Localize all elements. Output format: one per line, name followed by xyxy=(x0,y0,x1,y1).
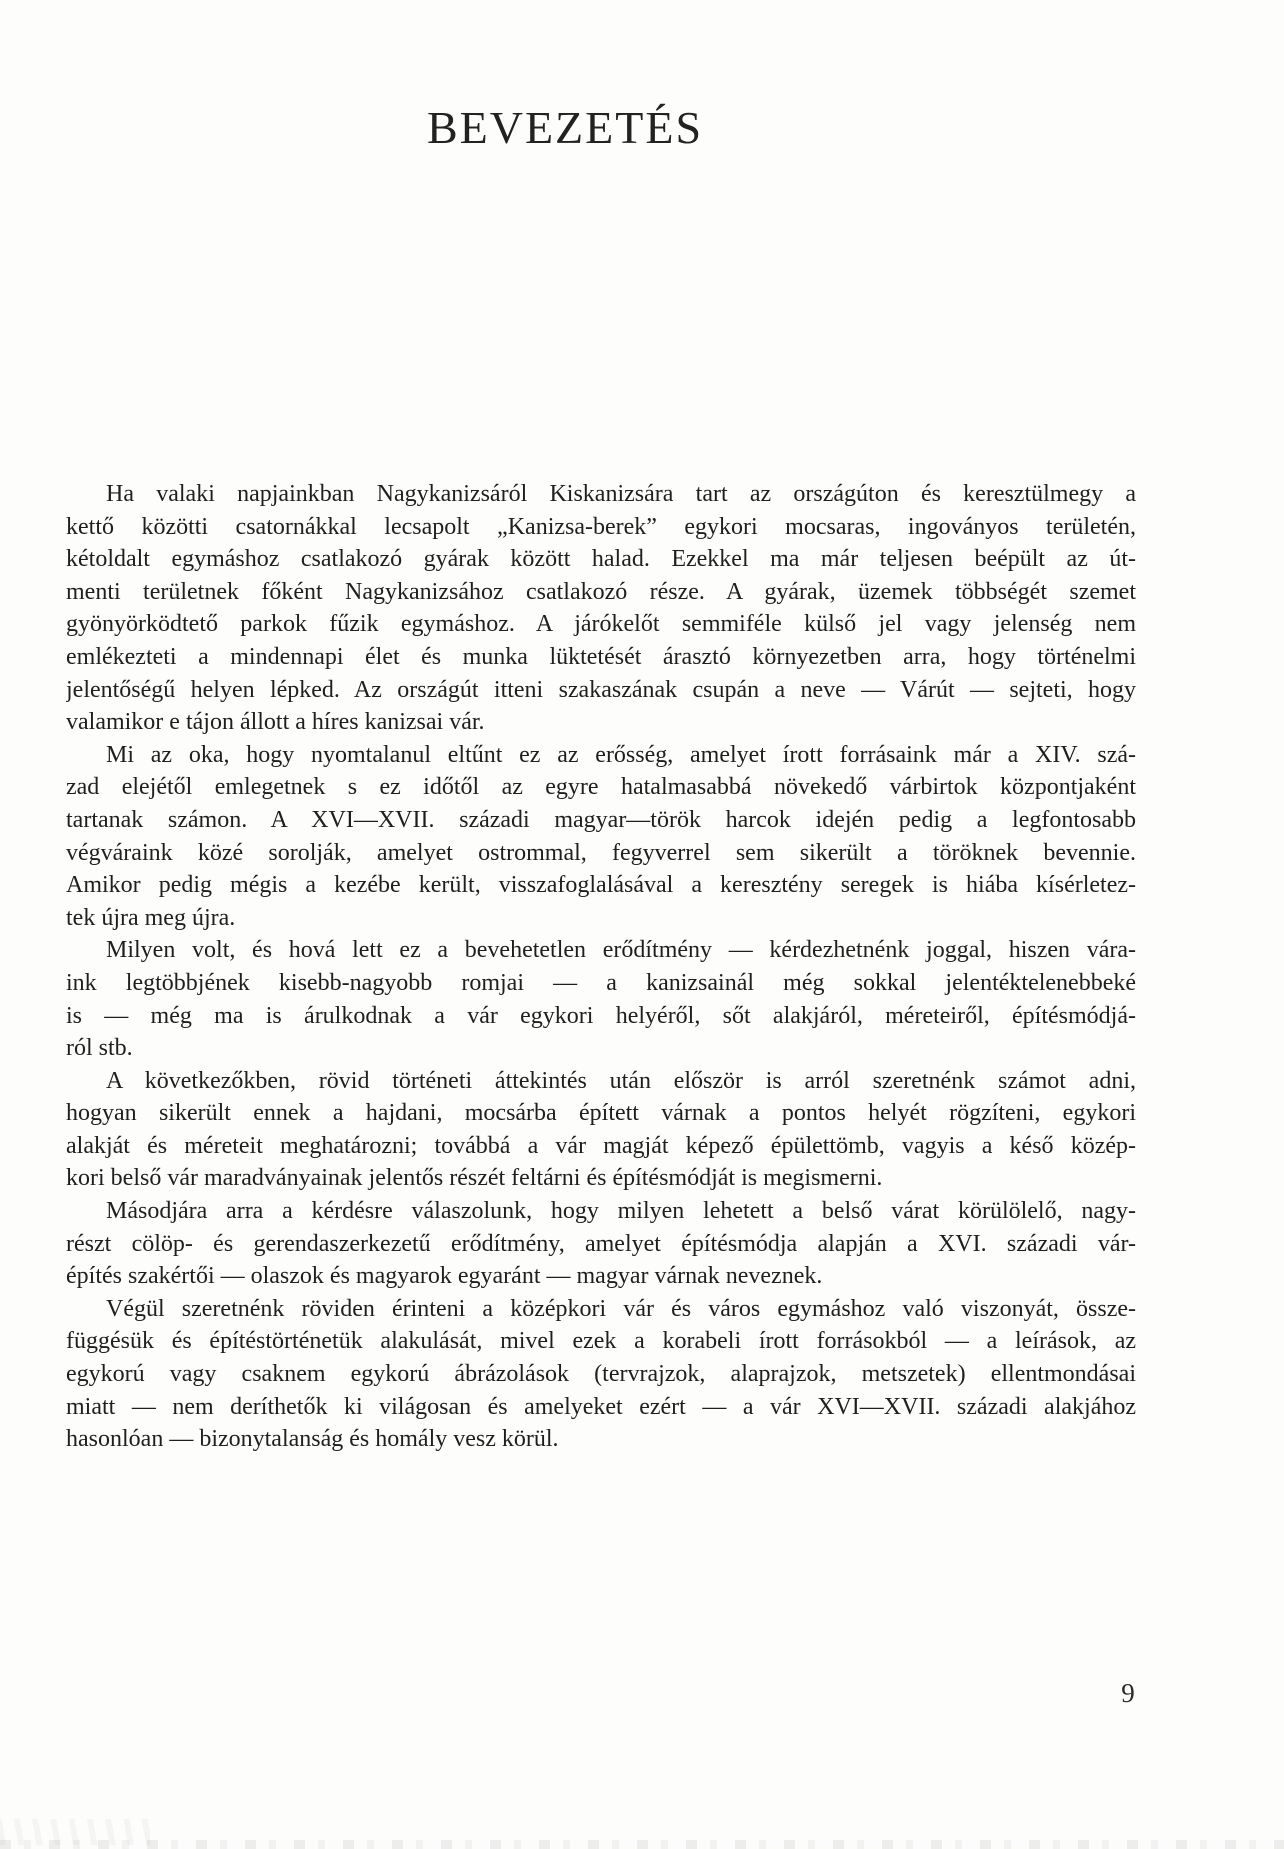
paragraph xyxy=(66,478,1136,739)
text-line: A következőkben, rövid történeti áttekintés után először is arról szeretnénk számot adni, xyxy=(106,1067,1136,1094)
text-line: Másodjára arra a kérdésre válaszolunk, hogy milyen lehetett a belső várat körülölelő, nagy- xyxy=(106,1198,1136,1225)
text-line: tartanak számon. A XVI—XVII. századi magyar—török harcok idején pedig a legfontosabb xyxy=(66,806,1136,833)
text-line: tek újra meg újra. xyxy=(66,904,236,931)
paragraph xyxy=(66,1293,1136,1456)
page-title: BEVEZETÉS xyxy=(426,101,704,153)
text-line: kori belső vár maradványainak jelentős részét feltárni és építésmódját is megismerni. xyxy=(66,1165,883,1192)
text-line: alakját és méreteit meghatározni; továbbá a vár magját képező épülettömb, vagyis a késő közép- xyxy=(66,1132,1136,1159)
page-number: 9 xyxy=(1121,1678,1135,1708)
text-line: végváraink közé sorolják, amelyet ostrommal, fegyverrel sem sikerült a töröknek bevennie. xyxy=(66,839,1136,866)
text-line: Mi az oka, hogy nyomtalanul eltűnt ez az erősség, amelyet írott forrásaink már a XIV. szá- xyxy=(106,741,1136,768)
scan-artifact xyxy=(0,1840,1284,1849)
text-line: valamikor e tájon állott a híres kanizsai vár. xyxy=(66,709,485,736)
text-line: ról stb. xyxy=(66,1035,133,1062)
text-line: részt cölöp- és gerendaszerkezetű erődítmény, amelyet építésmódja alapján a XVI. századi vár- xyxy=(66,1230,1136,1257)
text-line: is — még ma is árulkodnak a vár egykori helyéről, sőt alakjáról, méreteiről, építésmódjá- xyxy=(66,1002,1136,1029)
body-text xyxy=(66,478,1136,1456)
text-line: ink legtöbbjének kisebb-nagyobb romjai — a kanizsainál még sokkal jelentéktelenebbeké xyxy=(66,969,1136,996)
text-line: zad elejétől emlegetnek s ez időtől az egyre hatalmasabbá növekedő várbirtok központjaként xyxy=(66,774,1136,801)
text-line: hasonlóan — bizonytalanság és homály vesz körül. xyxy=(66,1426,559,1453)
text-line: egykorú vagy csaknem egykorú ábrázolások (tervrajzok, alaprajzok, metszetek) ellentmondásai xyxy=(66,1361,1136,1388)
paragraph xyxy=(66,934,1136,1064)
text-line: gyönyörködtető parkok fűzik egymáshoz. A járókelőt semmiféle külső jel vagy jelenség nem xyxy=(66,611,1136,638)
paragraph xyxy=(66,739,1136,935)
text-line: hogyan sikerült ennek a hajdani, mocsárba épített várnak a pontos helyét rögzíteni, egykori xyxy=(66,1100,1136,1127)
text-line: függésük és építéstörténetük alakulását, mivel ezek a korabeli írott forrásokból — a leírások, az xyxy=(66,1328,1136,1355)
text-line: Milyen volt, és hová lett ez a bevehetetlen erődítmény — kérdezhetnénk joggal, hiszen vára- xyxy=(106,937,1136,964)
text-line: jelentőségű helyen lépked. Az országút itteni szakaszának csupán a neve — Várút — sejteti, hogy xyxy=(66,676,1136,703)
text-line: menti területnek főként Nagykanizsához csatlakozó része. A gyárak, üzemek többségét szemet xyxy=(66,578,1136,605)
paragraph xyxy=(66,1195,1136,1293)
text-line: emlékezteti a mindennapi élet és munka lüktetését árasztó környezetben arra, hogy történelmi xyxy=(66,643,1136,670)
text-line: miatt — nem deríthetők ki világosan és amelyeket ezért — a vár XVI—XVII. századi alakjához xyxy=(66,1393,1136,1420)
text-line: kétoldalt egymáshoz csatlakozó gyárak között halad. Ezekkel ma már teljesen beépült az út- xyxy=(66,546,1136,573)
text-line: Amikor pedig mégis a kezébe került, visszafoglalásával a keresztény seregek is hiába kísérletez- xyxy=(66,872,1136,899)
text-line: Ha valaki napjainkban Nagykanizsáról Kiskanizsára tart az országúton és keresztülmegy a xyxy=(106,481,1136,507)
paragraph xyxy=(66,1065,1136,1195)
text-line: kettő közötti csatornákkal lecsapolt „Kanizsa-berek” egykori mocsaras, ingoványos területén, xyxy=(66,513,1136,540)
text-line: Végül szeretnénk röviden érinteni a középkori vár és város egymáshoz való viszonyát, össze- xyxy=(106,1295,1136,1322)
text-line: építés szakértői — olaszok és magyarok egyaránt — magyar várnak neveznek. xyxy=(66,1263,823,1290)
